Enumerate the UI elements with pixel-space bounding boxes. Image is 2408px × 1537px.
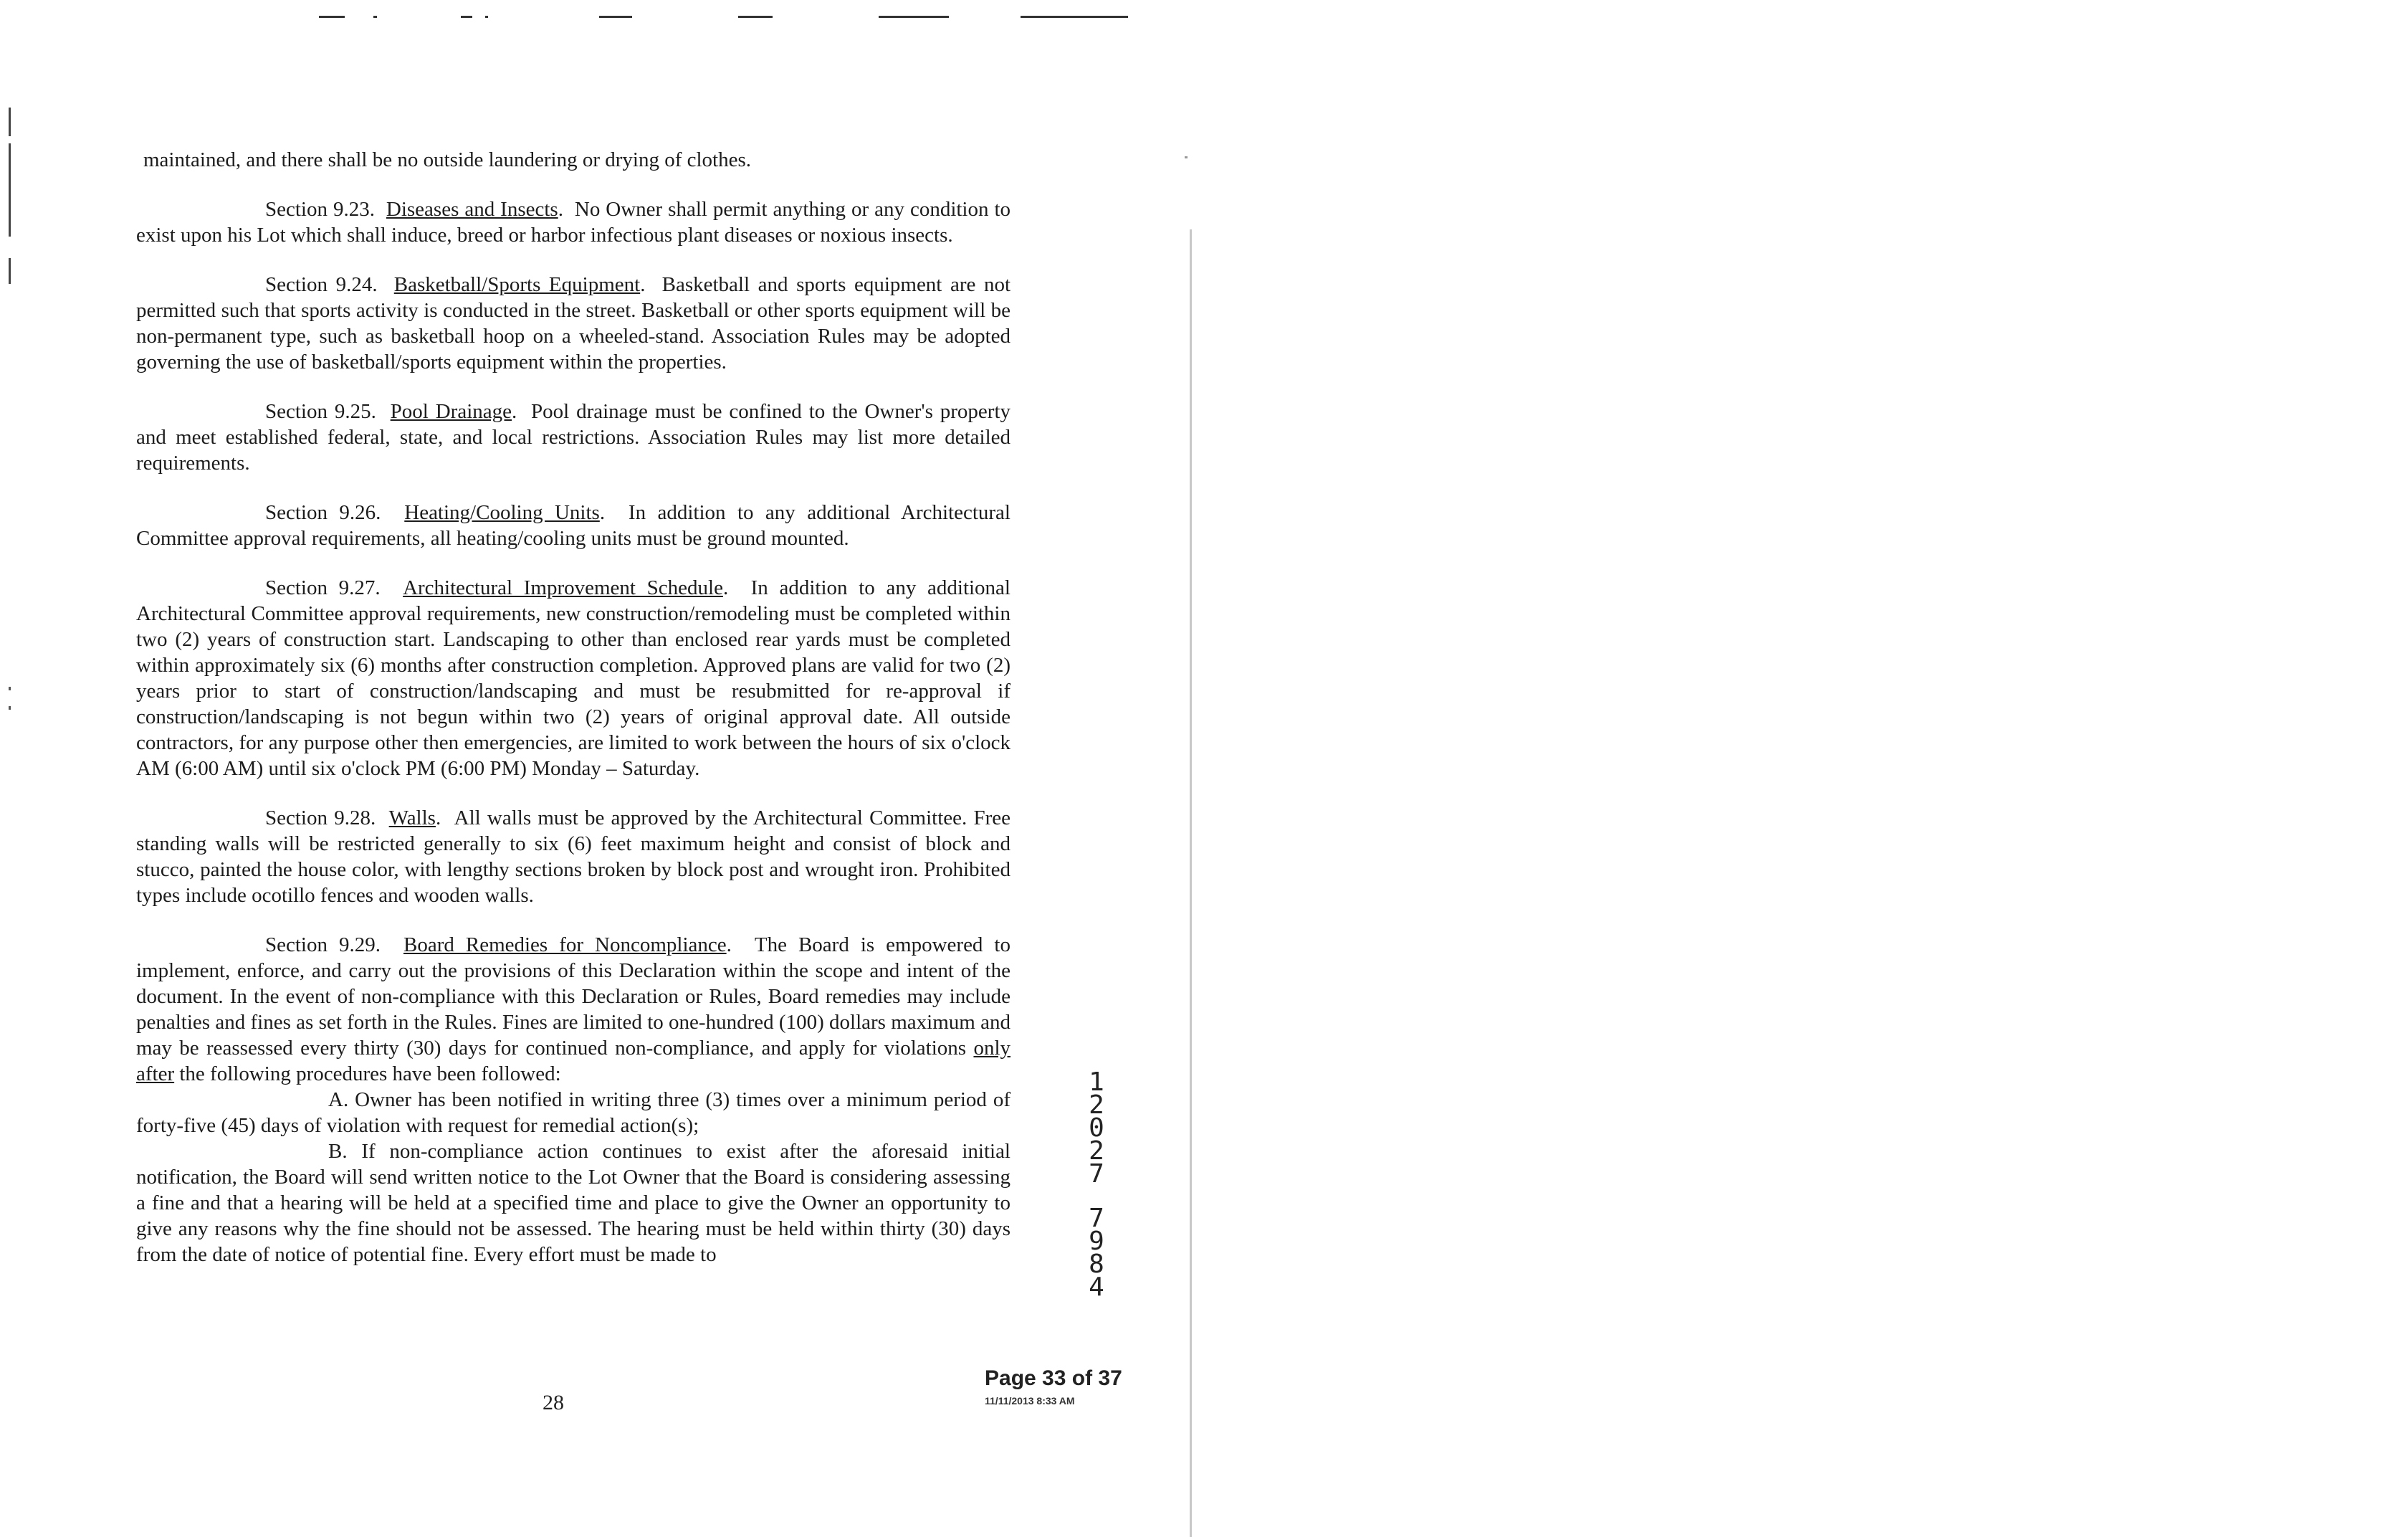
stamp-date: 11/11/2013 8:33 AM — [985, 1395, 1075, 1407]
emphasis-only-after: only after — [136, 1037, 1011, 1085]
section-number: Section 9.26. — [265, 501, 381, 524]
section-title: Diseases and Insects — [386, 198, 558, 221]
section-9-23: Section 9.23. Diseases and Insects. No Owner shall permit anything or any condition to exist upon his Lot which shall induce, breed or harbor infectious plant diseases or noxious insects. — [136, 198, 1011, 247]
page-number: 28 — [543, 1391, 564, 1414]
page-edge-line — [1190, 229, 1192, 1537]
record-digit: 2 — [1089, 1090, 1104, 1120]
section-9-28: Section 9.28. Walls. All walls must be approved by the Architectural Committee. Free standing walls will be restricted generally to six (6) feet maximum height and consist of block and stucco, painted the house color, with lengthy sections broken by block post and wrought iron. Prohibited types include ocotillo fences and wooden walls. — [136, 806, 1010, 907]
section-title: Heating/Cooling Units — [404, 501, 600, 524]
continued-text: maintained, and there shall be no outside laundering or drying of clothes. — [143, 148, 752, 171]
record-digit: 9 — [1089, 1227, 1104, 1256]
section-9-26: Section 9.26. Heating/Cooling Units. In addition to any additional Architectural Committee approval requirements, all heating/cooling units must be ground mounted. — [136, 501, 1010, 550]
procedure-item-b: B. If non-compliance action continues to exist after the aforesaid initial notification, the Board will send written notice to the Lot Owner that the Board is considering assessing a fine and that a hearing will be held at a specified time and place to give the Owner an opportunity to give any reasons why the fine should not be assessed. The hearing must be held within thirty (30) days from the date of notice of potential fine. Every effort must be made to — [136, 1140, 1010, 1266]
scan-mark — [1021, 16, 1128, 18]
recording-number — [1079, 1067, 1114, 1302]
section-number: Section 9.23. — [265, 198, 375, 221]
section-body-end: the following procedures have been followed: — [179, 1062, 561, 1085]
scan-mark — [9, 258, 11, 284]
section-title: Architectural Improvement Schedule — [403, 576, 723, 599]
section-9-29: Section 9.29. Board Remedies for Noncompliance. The Board is empowered to implement, enforce, and carry out the provisions of this Declaration within the scope and intent of the document. In the event of non-compliance with this Declaration or Rules, Board remedies may include penalties and fines as set forth in the Rules. Fines are limited to one-hundred (100) dollars maximum and may be reassessed every thirty (30) days for continued non-compliance, and apply for violations only after the following procedures have been followed: — [136, 933, 1011, 1085]
section-body: No Owner shall permit anything or any condition to exist upon his Lot which shall induce, breed or harbor infectious plant diseases or noxious insects. — [136, 198, 1011, 247]
scan-mark — [373, 16, 377, 18]
record-digit: 7 — [1089, 1204, 1104, 1233]
procedure-item-a: A. Owner has been notified in writing three (3) times over a minimum period of forty-five (45) days of violation with request for remedial action(s); — [136, 1088, 1010, 1137]
scan-mark — [599, 16, 632, 18]
section-body: Pool drainage must be confined to the Owner's property and meet established federal, state, and local restrictions. Association Rules may list more detailed requirements. — [136, 400, 1011, 475]
record-digit: 0 — [1089, 1113, 1104, 1143]
scan-mark — [319, 16, 345, 18]
record-digit: 7 — [1089, 1159, 1104, 1189]
document-body — [136, 147, 1010, 1267]
section-9-25: Section 9.25. Pool Drainage. Pool drainage must be confined to the Owner's property and meet established federal, state, and local restrictions. Association Rules may list more detailed requirements. — [136, 400, 1011, 475]
record-digit: 2 — [1089, 1136, 1104, 1166]
page-stamp: Page 33 of 37 — [985, 1366, 1122, 1390]
section-number: Section 9.27. — [265, 576, 381, 599]
section-body: In addition to any additional Architectural Committee approval requirements, new construction/remodeling must be completed within two (2) years of construction start. Landscaping to other than enclosed rear yards must be completed within approximately six (6) months after construction completion. Approved plans are valid for two (2) years prior to start of construction/landscaping and must be resubmitted for re-approval if construction/landscaping is not begun within two (2) years of original approval date. All outside contractors, for any purpose other then emergencies, are limited to work between the hours of six o'clock AM (6:00 AM) until six o'clock PM (6:00 PM) Monday – Saturday. — [136, 576, 1010, 780]
section-number: Section 9.25. — [265, 400, 376, 423]
scan-mark — [9, 143, 11, 237]
section-number: Section 9.28. — [265, 806, 376, 829]
scan-mark — [9, 108, 11, 136]
section-title: Basketball/Sports Equipment — [393, 273, 641, 296]
scan-mark — [879, 16, 949, 18]
section-number: Section 9.24. — [265, 273, 378, 296]
section-title: Board Remedies for Noncompliance — [403, 933, 727, 956]
scan-mark — [485, 16, 488, 18]
section-body: The Board is empowered to implement, enforce, and carry out the provisions of this Declaration within the scope and intent of the document. In the event of non-compliance with this Declaration or Rules, Board remedies may include penalties and fines as set forth in the Rules. Fines are limited to one-hundred (100) dollars maximum and may be reassessed every thirty (30) days for continued non-compliance, and apply for violations — [136, 933, 1010, 1060]
record-digit: 1 — [1089, 1067, 1104, 1097]
section-body: Basketball and sports equipment are not permitted such that sports activity is conducted in the street. Basketball or other sports equipment will be non-permanent type, such as basketball hoop on a wheeled-stand. Association Rules may be adopted governing the use of basketball/sports equipment within the properties. — [136, 273, 1010, 373]
scan-mark — [738, 16, 773, 18]
section-body: In addition to any additional Architectural Committee approval requirements, all heating/cooling units must be ground mounted. — [136, 501, 1010, 550]
section-number: Section 9.29. — [265, 933, 381, 956]
scan-mark — [9, 687, 11, 690]
scan-mark — [461, 16, 472, 18]
record-digit: 8 — [1089, 1250, 1104, 1279]
scan-mark — [1185, 156, 1188, 158]
section-body: All walls must be approved by the Architectural Committee. Free standing walls will be restricted generally to six (6) feet maximum height and consist of block and stucco, painted the house color, with lengthy sections broken by block post and wrought iron. Prohibited types include ocotillo fences and wooden walls. — [136, 806, 1010, 907]
section-title: Walls — [388, 806, 436, 829]
record-digit: 4 — [1089, 1272, 1104, 1302]
section-9-24: Section 9.24. Basketball/Sports Equipment. Basketball and sports equipment are not permitted such that sports activity is conducted in the street. Basketball or other sports equipment will be non-permanent type, such as basketball hoop on a wheeled-stand. Association Rules may be adopted governing the use of basketball/sports equipment within the properties. — [136, 273, 1010, 373]
scan-mark — [9, 706, 11, 710]
section-title: Pool Drainage — [390, 400, 512, 423]
section-9-27: Section 9.27. Architectural Improvement Schedule. In addition to any additional Architectural Committee approval requirements, new construction/remodeling must be completed within two (2) years of construction start. Landscaping to other than enclosed rear yards must be completed within approximately six (6) months after construction completion. Approved plans are valid for two (2) years prior to start of construction/landscaping and must be resubmitted for re-approval if construction/landscaping is not begun within two (2) years of original approval date. All outside contractors, for any purpose other then emergencies, are limited to work between the hours of six o'clock AM (6:00 AM) until six o'clock PM (6:00 PM) Monday – Saturday. — [136, 576, 1010, 780]
